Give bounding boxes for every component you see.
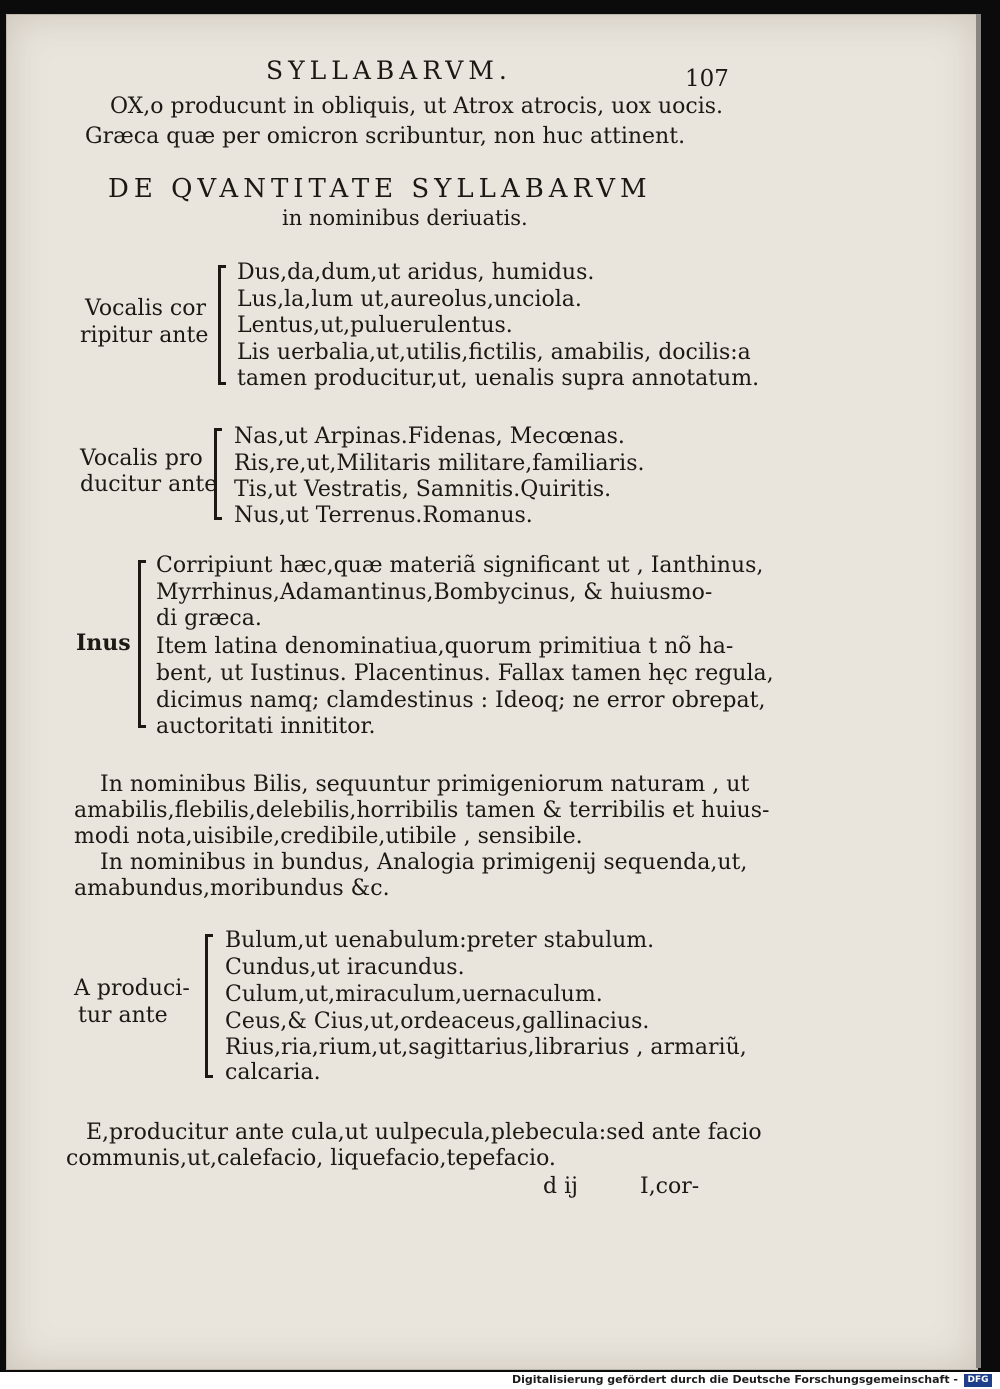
paragraph1-line-2: amabilis,flebilis,delebilis,horribilis tamen & terribilis et huius- <box>74 798 770 823</box>
block2-line-1: Nas,ut Arpinas.Fidenas, Mecœnas. <box>234 424 625 449</box>
paragraph2-line-2: communis,ut,calefacio, liquefacio,tepefacio. <box>66 1146 556 1171</box>
block4-line-5: Rius,ria,rium,ut,sagittarius,librarius , armariũ, <box>225 1035 747 1060</box>
paragraph1-line-5: amabundus,moribundus &c. <box>74 876 390 901</box>
block3-label: Inus <box>76 630 131 656</box>
block4-line-4: Ceus,& Cius,ut,ordeaceus,gallinacius. <box>225 1009 650 1034</box>
catchword: I,cor- <box>640 1174 700 1199</box>
block1-label-2: ripitur ante <box>80 323 209 348</box>
dfg-logo-icon: DFG <box>964 1374 992 1387</box>
block2-line-2: Ris,re,ut,Militaris militare,familiaris. <box>234 451 645 476</box>
paragraph1-line-4: In nominibus in bundus, Analogia primigenij sequenda,ut, <box>100 850 748 875</box>
paragraph1-line-1: In nominibus Bilis, sequuntur primigeniorum naturam , ut <box>100 772 750 797</box>
block3-line-4: Item latina denominatiua,quorum primitiua t nõ ha- <box>156 634 734 659</box>
block3-line-7: auctoritati innititor. <box>156 714 376 739</box>
block2-label-1: Vocalis pro <box>80 446 203 471</box>
block1-line-5: tamen producitur,ut, uenalis supra annotatum. <box>237 366 760 391</box>
block4-brace <box>205 934 216 1078</box>
block4-label-2: tur ante <box>78 1003 168 1028</box>
block1-line-2: Lus,la,lum ut,aureolus,unciola. <box>237 287 582 312</box>
block4-line-2: Cundus,ut iracundus. <box>225 955 465 980</box>
block3-line-2: Myrrhinus,Adamantinus,Bombycinus, & huiusmo- <box>156 580 713 605</box>
block3-line-1: Corripiunt hæc,quæ materiã significant ut , Ianthinus, <box>156 553 764 578</box>
block1-line-4: Lis uerbalia,ut,utilis,fictilis, amabilis, docilis:a <box>237 340 751 365</box>
block1-label-1: Vocalis cor <box>85 296 206 321</box>
block4-label-1: A produci- <box>74 976 190 1001</box>
page-number: 107 <box>685 66 729 92</box>
block3-line-3: di græca. <box>156 606 262 631</box>
block2-line-4: Nus,ut Terrenus.Romanus. <box>234 503 533 528</box>
block3-line-6: dicimus namq; clamdestinus : Ideoq; ne error obrepat, <box>156 688 766 713</box>
paragraph2-line-1: E,producitur ante cula,ut uulpecula,plebecula:sed ante facio <box>86 1120 762 1145</box>
paragraph1-line-3: modi nota,uisibile,credibile,utibile , sensibile. <box>74 824 583 849</box>
footer-bar <box>0 1372 1000 1389</box>
running-header: SYLLABARVM. <box>266 56 512 85</box>
page-edge <box>976 14 981 1368</box>
block1-brace <box>218 265 229 385</box>
block3-line-5: bent, ut Iustinus. Placentinus. Fallax tamen hęc regula, <box>156 661 774 686</box>
block2-label-2: ducitur ante <box>80 472 218 497</box>
intro-line-2: Græca quæ per omicron scribuntur, non huc attinent. <box>85 124 686 149</box>
funding-notice: Digitalisierung gefördert durch die Deutsche Forschungsgemeinschaft - <box>511 1373 958 1386</box>
block3-brace <box>138 560 149 728</box>
intro-line-1: OX,o producunt in obliquis, ut Atrox atrocis, uox uocis. <box>110 94 724 119</box>
block1-line-1: Dus,da,dum,ut aridus, humidus. <box>237 260 595 285</box>
section-title: DE QVANTITATE SYLLABARVM <box>108 174 652 204</box>
signature-mark: d ij <box>543 1174 578 1199</box>
block1-line-3: Lentus,ut,puluerulentus. <box>237 313 513 338</box>
block4-line-3: Culum,ut,miraculum,uernaculum. <box>225 982 603 1007</box>
section-subtitle: in nominibus deriuatis. <box>282 206 528 230</box>
block4-line-6: calcaria. <box>225 1060 321 1085</box>
block2-line-3: Tis,ut Vestratis, Samnitis.Quiritis. <box>234 477 612 502</box>
block2-brace <box>214 428 225 520</box>
block4-line-1: Bulum,ut uenabulum:preter stabulum. <box>225 928 655 953</box>
